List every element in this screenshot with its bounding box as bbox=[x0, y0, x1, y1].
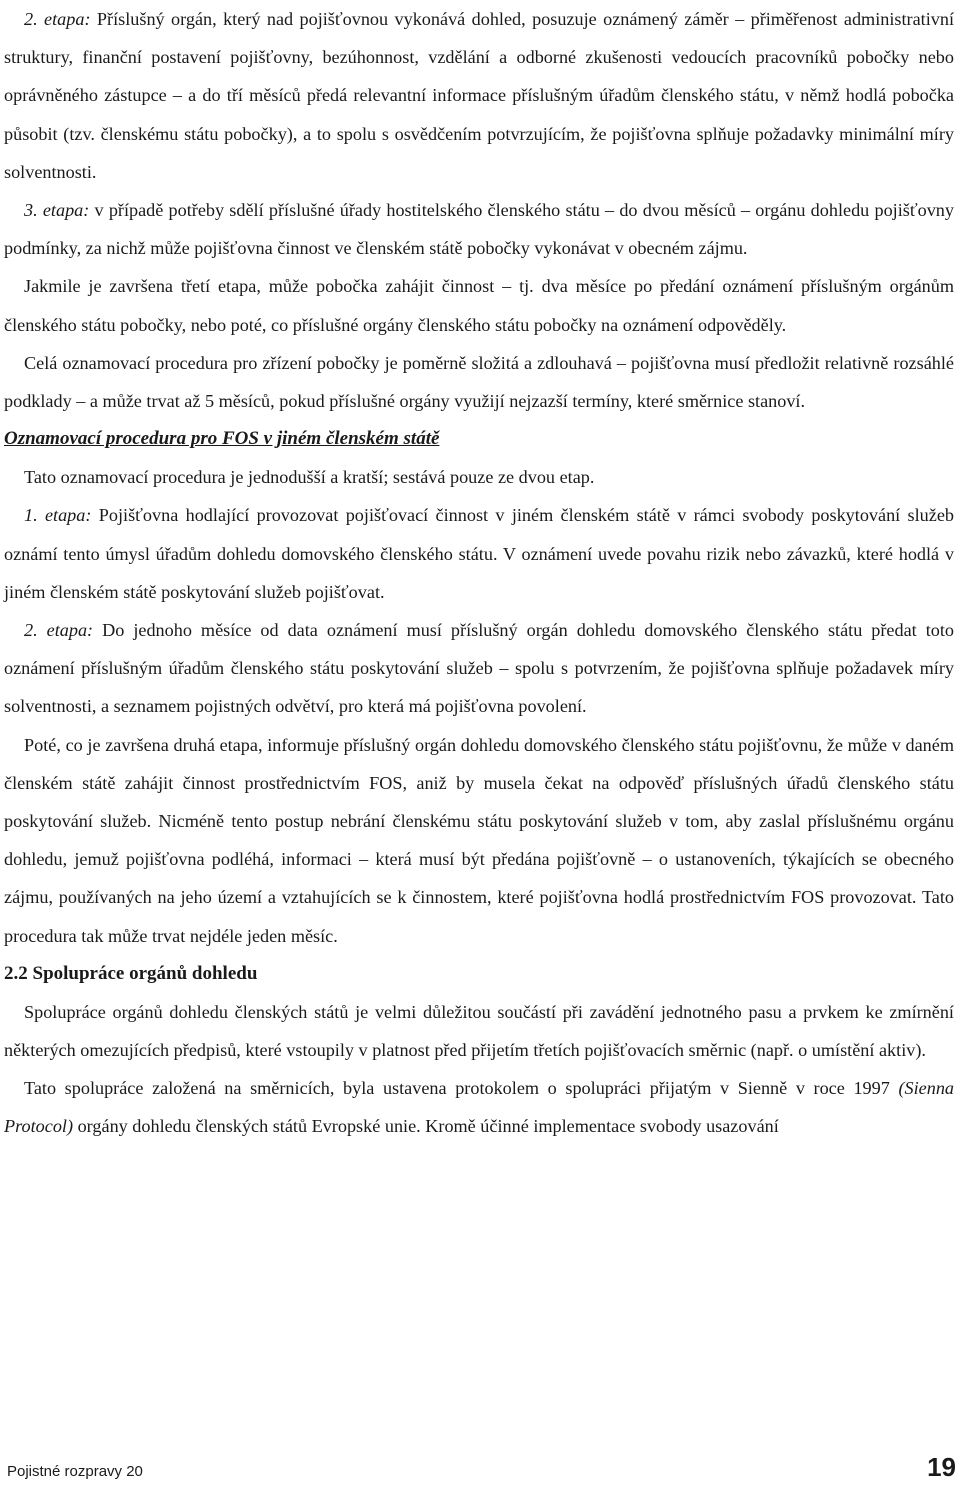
stage-label: 3. etapa: bbox=[24, 200, 90, 221]
stage-label: 2. etapa: bbox=[24, 9, 91, 29]
stage-label: 1. etapa: bbox=[24, 505, 92, 526]
paragraph-fos-stage-2 bbox=[4, 611, 954, 726]
paragraph-branch-start: Jakmile je završena třetí etapa, může pobočka zahájit činnost – tj. dva měsíce po předání oznámení příslušným orgánům členského státu pobočky, nebo poté, co příslušné orgány členského státu pobočky na oznámení odpověděly. bbox=[4, 276, 954, 335]
paragraph-stage-2-branch bbox=[4, 0, 954, 191]
sienna-protocol-name: (Sienna Protocol) bbox=[4, 1078, 955, 1137]
paragraph-cooperation: Spolupráce orgánů dohledu členských států je velmi důležitou součástí při zavádění jednotného pasu a prvkem ke zmírnění některých omezujících předpisů, které vstoupily v platnost před přijetím třetích pojišťovacích směrnic (např. o umístění aktiv). bbox=[4, 1001, 954, 1061]
paragraph-stage-3-branch bbox=[4, 191, 954, 267]
paragraph-text: Příslušný orgán, který nad pojišťovnou vykonává dohled, posuzuje oznámený záměr – přiměřenost administrativní struktury, finanční postavení pojišťovny, bezúhonnost, vzdělání a odborné zkušenosti vedoucích pracovníků pobočky nebo oprávněného zástupce – a do tří měsíců předá relevantní informace příslušným úřadům členského státu, v němž hodlá pobočka působit (tzv. členskému státu pobočky), a to spolu s osvědčením potvrzujícím, že pojišťovna splňuje požadavky minimální míry solventnosti. bbox=[4, 9, 955, 182]
paragraph-fos-completion: Poté, co je završena druhá etapa, informuje příslušný orgán dohledu domovského členského státu pojišťovnu, že může v daném členském státě zahájit činnost prostřednictvím FOS, aniž by musela čekat na odpověď příslušných úřadů členského státu poskytování služeb. Nicméně tento postup nebrání členskému státu poskytování služeb v tom, aby zaslal příslušnému orgánu dohledu, jemuž pojišťovna podléhá, informaci – která musí být předána pojišťovně – o ustanoveních, týkajících se obecného zájmu, používaných na jeho území a vztahujících se k činnostem, které pojišťovna hodlá prostřednictvím FOS provozovat. Tato procedura tak může trvat nejdéle jeden měsíc. bbox=[4, 734, 954, 946]
footer-page-number: 19 bbox=[927, 1452, 956, 1482]
paragraph-fos-intro: Tato oznamovací procedura je jednodušší a kratší; sestává pouze ze dvou etap. bbox=[24, 467, 595, 488]
paragraph-text: Pojišťovna hodlající provozovat pojišťovací činnost v jiném členském státě v rámci svobody poskytování služeb oznámí tento úmysl úřadům dohledu domovského členského státu. V oznámení uvede povahu rizik nebo závazků, které hodlá v jiném členském státě poskytování služeb pojišťovat. bbox=[4, 505, 955, 602]
section-heading-fos: Oznamovací procedura pro FOS v jiném členském státě bbox=[4, 428, 440, 450]
paragraph-text: Do jednoho měsíce od data oznámení musí příslušný orgán dohledu domovského členského státu předat toto oznámení příslušným úřadům členského státu poskytování služeb – spolu s potvrzením, že pojišťovna splňuje požadavek míry solventnosti, a seznamem pojistných odvětví, pro která má pojišťovna povolení. bbox=[4, 620, 955, 717]
paragraph-text: orgány dohledu členských států Evropské unie. Kromě účinné implementace svobody usazování bbox=[77, 1116, 779, 1137]
paragraph-fos-stage-1 bbox=[4, 496, 954, 611]
section-heading-cooperation: 2.2 Spolupráce orgánů dohledu bbox=[4, 962, 258, 984]
document-page bbox=[4, 0, 954, 1146]
footer-journal-title: Pojistné rozpravy 20 bbox=[7, 1463, 143, 1480]
stage-label: 2. etapa: bbox=[24, 620, 94, 641]
paragraph-text: Tato spolupráce založená na směrnicích, byla ustavena protokolem o spolupráci přijatým v Sienně v roce 1997 bbox=[24, 1078, 890, 1099]
paragraph-text: v případě potřeby sdělí příslušné úřady hostitelského členského státu – do dvou měsíců – orgánu dohledu pojišťovny podmínky, za nichž může pojišťovna činnost ve členském státě pobočky vykonávat v obecném zájmu. bbox=[4, 200, 954, 259]
paragraph-sienna-protocol bbox=[4, 1069, 954, 1145]
paragraph-procedure-summary: Celá oznamovací procedura pro zřízení pobočky je poměrně složitá a zdlouhavá – pojišťovna musí předložit relativně rozsáhlé podklady – a může trvat až 5 měsíců, pokud příslušné orgány využijí nejzazší termíny, které směrnice stanoví. bbox=[4, 352, 954, 412]
